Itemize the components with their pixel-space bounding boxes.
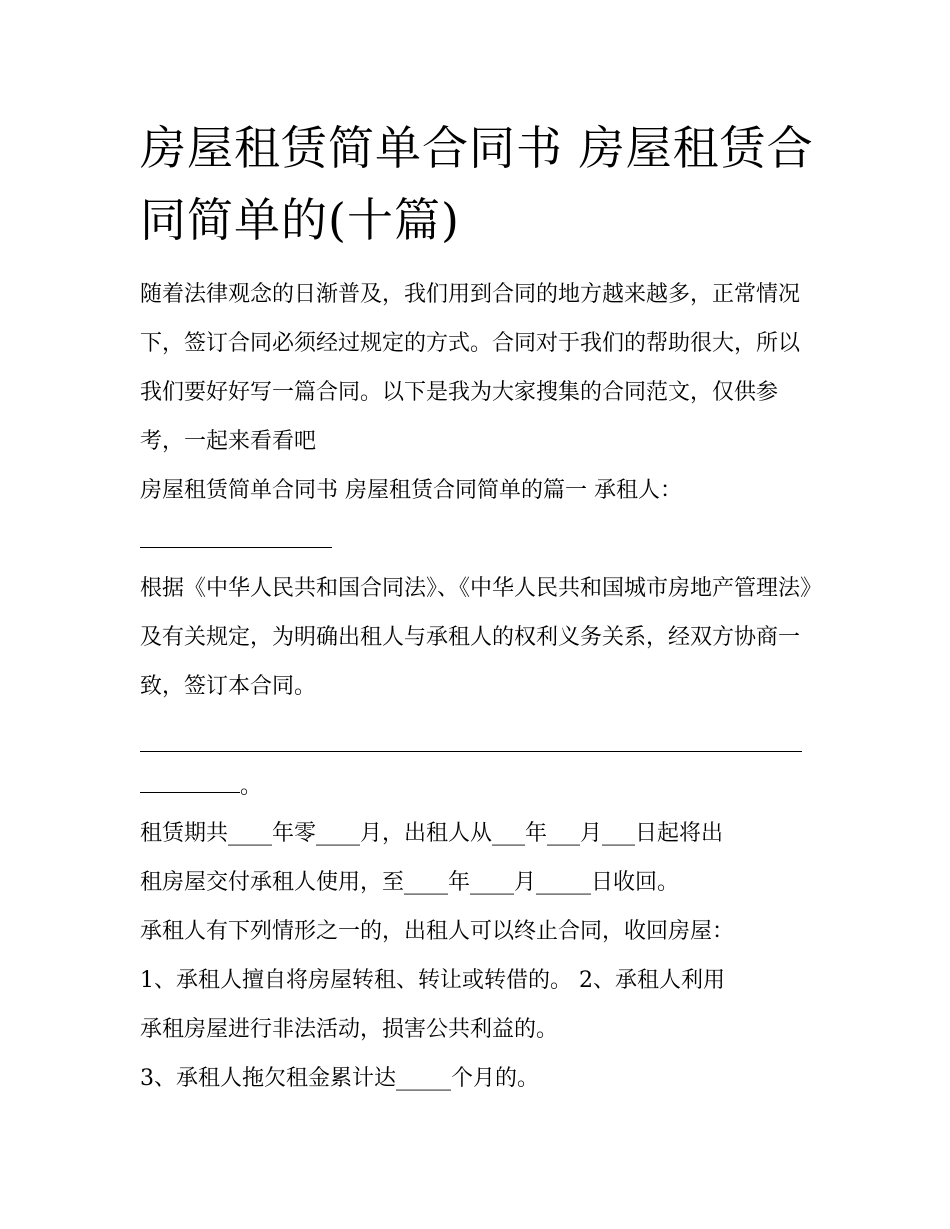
clause-item-3: 3、承租人拖欠租金累计达_____个月的。 (140, 1066, 539, 1091)
lease-term-line-1: 租赁期共____年零____月，出租人从___年___月___日起将出 (140, 821, 724, 846)
document-title: 房屋租赁简单合同书 房屋租赁合同简单的(十篇) (140, 121, 814, 247)
clause-item-2-cont: 承租房屋进行非法活动，损害公共利益的。 (140, 1017, 559, 1042)
lease-term-line-2: 租房屋交付承租人使用，至____年____月_____日收回。 (140, 870, 680, 895)
document-page (140, 112, 820, 1103)
tenant-name-blank (140, 515, 332, 548)
tail-blank-row (140, 760, 820, 809)
full-width-blank (140, 711, 802, 752)
termination-paragraph: 承租人有下列情形之一的，出租人可以终止合同，收回房屋： (140, 919, 735, 944)
tenant-blank-row (140, 515, 820, 564)
clause-item-1-2: 1、承租人擅自将房屋转租、转让或转借的。 2、承租人利用 (140, 968, 725, 993)
intro-paragraph: 随着法律观念的日渐普及，我们用到合同的地方越来越多，正常情况下，签订合同必须经过规定的方式。合同对于我们的帮助很大，所以我们要好好写一篇合同。以下是我为大家搜集的合同范文，仅供参考，一起来看看吧 (140, 282, 801, 454)
tail-blank (140, 760, 240, 793)
section-heading-line: 房屋租赁简单合同书 房屋租赁合同简单的篇一 承租人： (140, 478, 682, 503)
law-basis-paragraph: 根据《中华人民共和国合同法》、《中华人民共和国城市房地产管理法》及有关规定，为明确出租人与承租人的权利义务关系，经双方协商一致，签订本合同。 (140, 576, 812, 699)
tail-period: 。 (240, 774, 263, 799)
